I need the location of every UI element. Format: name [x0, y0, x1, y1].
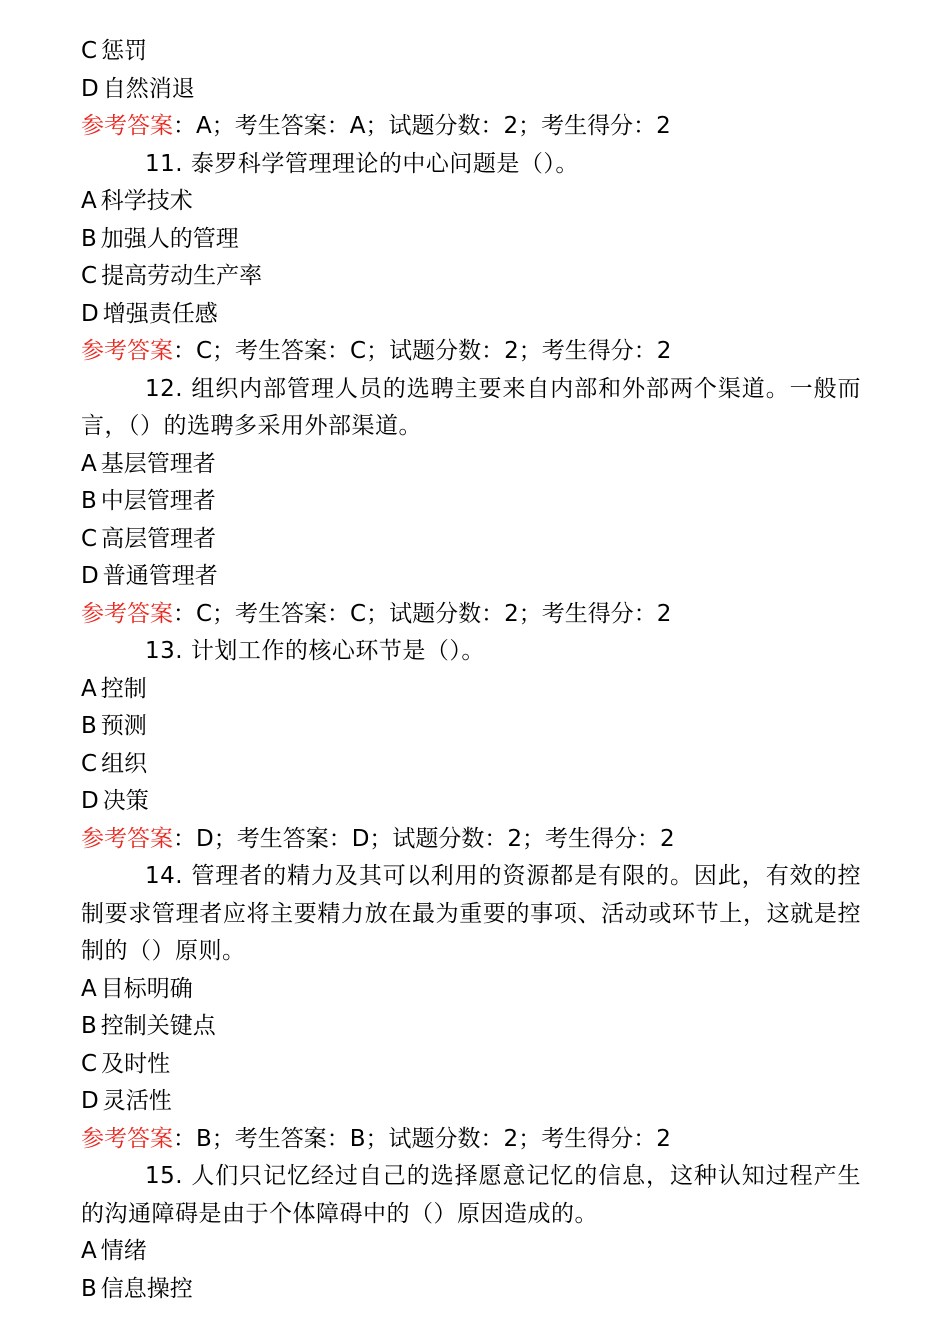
reference-answer-label: 参考答案	[81, 600, 173, 627]
answer-line	[81, 108, 861, 146]
option-text: 灵活性	[102, 1088, 172, 1114]
question-stem: 12. 组织内部管理人员的选聘主要来自内部和外部两个渠道。一般而言，（）的选聘多采用外部渠道。	[81, 375, 861, 439]
option-text: 决策	[102, 788, 149, 814]
option-a	[81, 446, 861, 484]
option-c	[81, 521, 861, 559]
option-text: 科学技术	[100, 188, 193, 214]
option-letter: D	[81, 75, 99, 102]
option-letter: C	[81, 1050, 98, 1077]
document-page	[81, 33, 861, 1308]
option-d	[81, 296, 861, 334]
option-text: 信息操控	[100, 1275, 193, 1302]
reference-answer-label: 参考答案	[81, 113, 173, 139]
reference-answer-label: 参考答案	[81, 825, 173, 852]
option-a	[81, 183, 861, 221]
option-letter: A	[81, 675, 97, 702]
option-text: 控制	[100, 675, 147, 702]
option-letter: A	[81, 1238, 97, 1264]
option-b	[81, 221, 861, 259]
option-letter: B	[81, 1013, 97, 1039]
question-stem: 13. 计划工作的核心环节是（）。	[145, 638, 485, 664]
option-text: 基层管理者	[100, 450, 216, 477]
option-d	[81, 783, 861, 821]
option-text: 控制关键点	[100, 1013, 216, 1039]
answer-line	[81, 333, 861, 371]
option-letter: B	[81, 713, 97, 739]
option-text: 惩罚	[101, 38, 148, 64]
answer-summary: ：B；考生答案：B；试题分数：2；考生得分：2	[173, 1125, 671, 1152]
option-text: 高层管理者	[101, 525, 217, 552]
option-text: 中层管理者	[100, 488, 216, 514]
answer-summary: ：D；考生答案：D；试题分数：2；考生得分：2	[173, 825, 675, 852]
option-b	[81, 708, 861, 746]
option-letter: C	[81, 38, 98, 64]
option-text: 目标明确	[100, 975, 193, 1002]
option-c	[81, 746, 861, 784]
option-text: 组织	[101, 750, 148, 777]
option-d	[81, 1083, 861, 1121]
option-d	[81, 558, 861, 596]
option-c	[81, 33, 861, 71]
option-letter: C	[81, 525, 98, 552]
option-d	[81, 71, 861, 109]
option-text: 提高劳动生产率	[101, 263, 263, 289]
option-letter: C	[81, 263, 98, 289]
question-stem: 11. 泰罗科学管理理论的中心问题是（）。	[145, 150, 579, 177]
reference-answer-label: 参考答案	[81, 1125, 173, 1152]
option-a	[81, 1233, 861, 1271]
option-letter: B	[81, 225, 97, 252]
answer-line	[81, 1121, 861, 1159]
option-a	[81, 971, 861, 1009]
option-text: 情绪	[100, 1238, 147, 1264]
option-text: 增强责任感	[102, 300, 218, 327]
option-letter: B	[81, 488, 97, 514]
question-stem: 14. 管理者的精力及其可以利用的资源都是有限的。因此，有效的控制要求管理者应将主要精力放在最为重要的事项、活动或环节上，这就是控制的（）原则。	[81, 863, 861, 964]
option-letter: D	[81, 300, 99, 327]
option-b	[81, 1271, 861, 1309]
option-a	[81, 671, 861, 709]
answer-summary: ：C；考生答案：C；试题分数：2；考生得分：2	[173, 600, 672, 627]
option-text: 预测	[100, 713, 147, 739]
answer-summary: ：C；考生答案：C；试题分数：2；考生得分：2	[173, 338, 672, 364]
reference-answer-label: 参考答案	[81, 338, 173, 364]
option-text: 加强人的管理	[100, 225, 239, 252]
option-letter: D	[81, 1088, 99, 1114]
option-text: 及时性	[101, 1050, 171, 1077]
option-letter: A	[81, 450, 97, 477]
option-b	[81, 1008, 861, 1046]
option-letter: D	[81, 563, 99, 589]
option-letter: A	[81, 975, 97, 1002]
answer-line	[81, 596, 861, 634]
option-c	[81, 258, 861, 296]
answer-line	[81, 821, 861, 859]
option-text: 普通管理者	[102, 563, 218, 589]
option-letter: A	[81, 188, 97, 214]
option-letter: D	[81, 788, 99, 814]
option-letter: C	[81, 750, 98, 777]
option-c	[81, 1046, 861, 1084]
option-letter: B	[81, 1275, 97, 1302]
answer-summary: ：A；考生答案：A；试题分数：2；考生得分：2	[173, 113, 671, 139]
option-text: 自然消退	[102, 75, 195, 102]
question-stem: 15. 人们只记忆经过自己的选择愿意记忆的信息，这种认知过程产生的沟通障碍是由于个体障碍中的（）原因造成的。	[81, 1163, 861, 1227]
option-b	[81, 483, 861, 521]
